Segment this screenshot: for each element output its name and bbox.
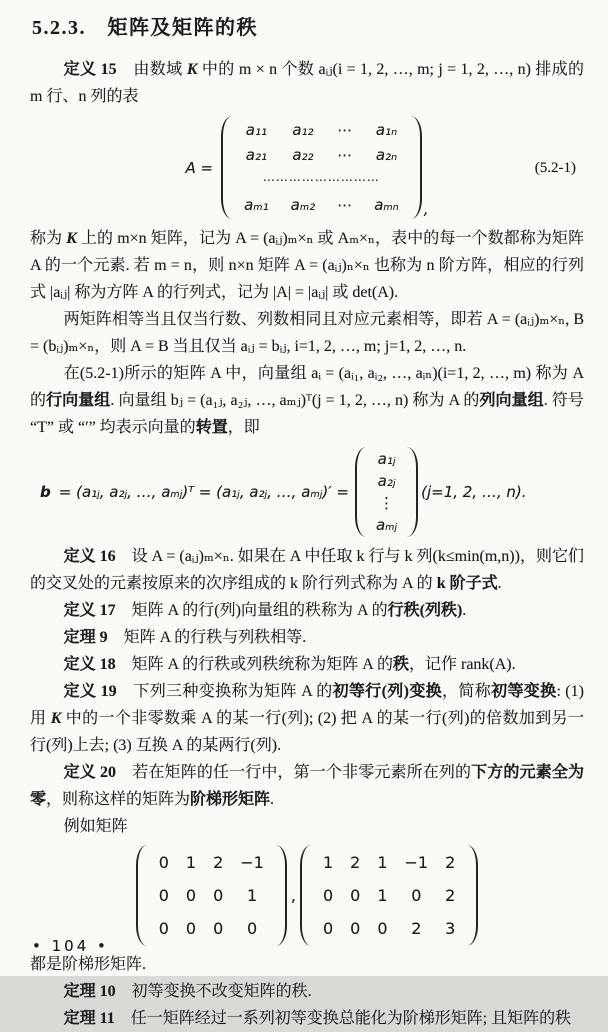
section-heading: 5.2.3. 矩阵及矩阵的秩: [32, 17, 258, 39]
paragraph-theorem-10: 定理 10 初等变换不改变矩阵的秩.: [63, 983, 312, 1000]
paragraph-example-intro: 例如矩阵: [63, 818, 128, 835]
paragraph-definition-18: 定义 18 矩阵 A 的行秩或列秩统称为矩阵 A 的秩，记作 rank(A).: [63, 656, 516, 673]
example-matrices-row: [30, 845, 584, 946]
paragraph-definition-20: 定义 20 若在矩阵的任一行中，第一个非零元素所在列的下方的元素全为零，则称这样的矩阵为阶梯形矩阵.: [30, 764, 584, 808]
equation-tag: (5.2-1): [534, 159, 576, 176]
paragraph-definition-16: 定义 16 设 A = (aᵢⱼ)ₘ×ₙ. 如果在 A 中任取 k 行与 k 列(k≤min(m,n))，则它们的交叉处的元素按原来的次序组成的 k 阶行列式称为 A 的 k 阶子式.: [30, 548, 584, 592]
page-number: • 104 •: [32, 937, 109, 955]
example-matrix-1-entries: 0 1 2 −1 0 0 0 1 0 0 0 0: [158, 853, 264, 938]
equation-comma: ,: [423, 200, 429, 218]
left-paren: [221, 116, 233, 219]
matrix-A-general: [221, 116, 422, 219]
paragraph-definition-19: 定义 19 下列三种变换称为矩阵 A 的初等行(列)变换，简称初等变换: (1) 用 K 中的一个非零数乘 A 的某一行(列); (2) 把 A 的某一行(列)的倍数加到另一行(列)上去; (3) 互换 A 的某两行(列).: [30, 683, 584, 754]
column-vector-entries: a₁ⱼ a₂ⱼ ⋮ aₘⱼ: [375, 450, 398, 534]
example-matrix-2: [300, 845, 478, 946]
equation-middle: = (a₁ⱼ, a₂ⱼ, …, aₘⱼ)ᵀ = (a₁ⱼ, a₂ⱼ, …, aₘⱼ)′ =: [58, 483, 349, 501]
equation-lhs-b: b: [40, 483, 51, 501]
left-paren: [300, 845, 312, 946]
paragraph-definition-15: 定义 15 由数域 K 中的 m × n 个数 aᵢⱼ(i = 1, 2, …, m; j = 1, 2, …, n) 排成的 m 行、n 列的表: [30, 61, 584, 105]
equation-column-vector: [30, 447, 584, 537]
matrix-A-entries: a₁₁ a₁₂ ⋯ a₁ₙ a₂₁ a₂₂ ⋯ a₂ₙ ⋯⋯⋯⋯⋯⋯⋯⋯⋯ aₘ₁ aₘ₂ ⋯ aₘₙ: [244, 121, 399, 214]
right-paren: [275, 845, 287, 946]
example-matrix-2-entries: 1 2 1 −1 2 0 0 1 0 2 0 0 0 2 3: [322, 853, 456, 938]
paragraph-definition-17: 定义 17 矩阵 A 的行(列)向量组的秩称为 A 的行秩(列秩).: [63, 602, 467, 619]
example-matrix-1: [136, 845, 287, 946]
equation-lhs-A: A =: [185, 158, 214, 177]
left-paren: [136, 845, 148, 946]
matrix-separator-comma: ,: [290, 886, 296, 905]
right-paren: [410, 116, 422, 219]
right-paren: [406, 447, 418, 537]
paragraph-row-column-vectors: 在(5.2-1)所示的矩阵 A 中，向量组 aᵢ = (aᵢ₁, aᵢ₂, …, aᵢₙ)(i=1, 2, …, m) 称为 A 的行向量组. 向量组 bⱼ = (a₁ⱼ, a₂ⱼ, …, aₘⱼ)ᵀ(j = 1, 2, …, n) 称为 A 的列向量组. 符号 “T” 或 “′” 均表示向量的转置，即: [30, 365, 584, 436]
equation-index-range: (j=1, 2, …, n).: [421, 483, 527, 501]
paragraph-theorem-9: 定理 9 矩阵 A 的行秩与列秩相等.: [63, 629, 307, 646]
column-vector-bj: [355, 447, 418, 537]
paragraph-theorem-11: 定理 11 任一矩阵经过一系列初等变换总能化为阶梯形矩阵; 且矩阵的秩: [63, 1010, 572, 1027]
paragraph-after-examples: 都是阶梯形矩阵.: [30, 956, 147, 973]
equation-5-2-1: [30, 116, 584, 219]
paragraph-matrix-naming: 称为 K 上的 m×n 矩阵，记为 A = (aᵢⱼ)ₘ×ₙ 或 Aₘ×ₙ，表中的每一个数都称为矩阵 A 的一个元素. 若 m = n，则 n×n 矩阵 A = (aᵢⱼ)ₙ×ₙ 也称为 n 阶方阵，相应的行列式 |aᵢⱼ| 称为方阵 A 的行列式，记为 |A| = |aᵢⱼ| 或 det(A).: [30, 230, 584, 301]
right-paren: [466, 845, 478, 946]
left-paren: [355, 447, 367, 537]
paragraph-matrix-equality: 两矩阵相等当且仅当行数、列数相同且对应元素相等，即若 A = (aᵢⱼ)ₘ×ₙ, B = (bᵢⱼ)ₘ×ₙ，则 A = B 当且仅当 aᵢⱼ = bᵢⱼ, i=1, 2, …, m; j=1, 2, …, n.: [30, 311, 584, 355]
